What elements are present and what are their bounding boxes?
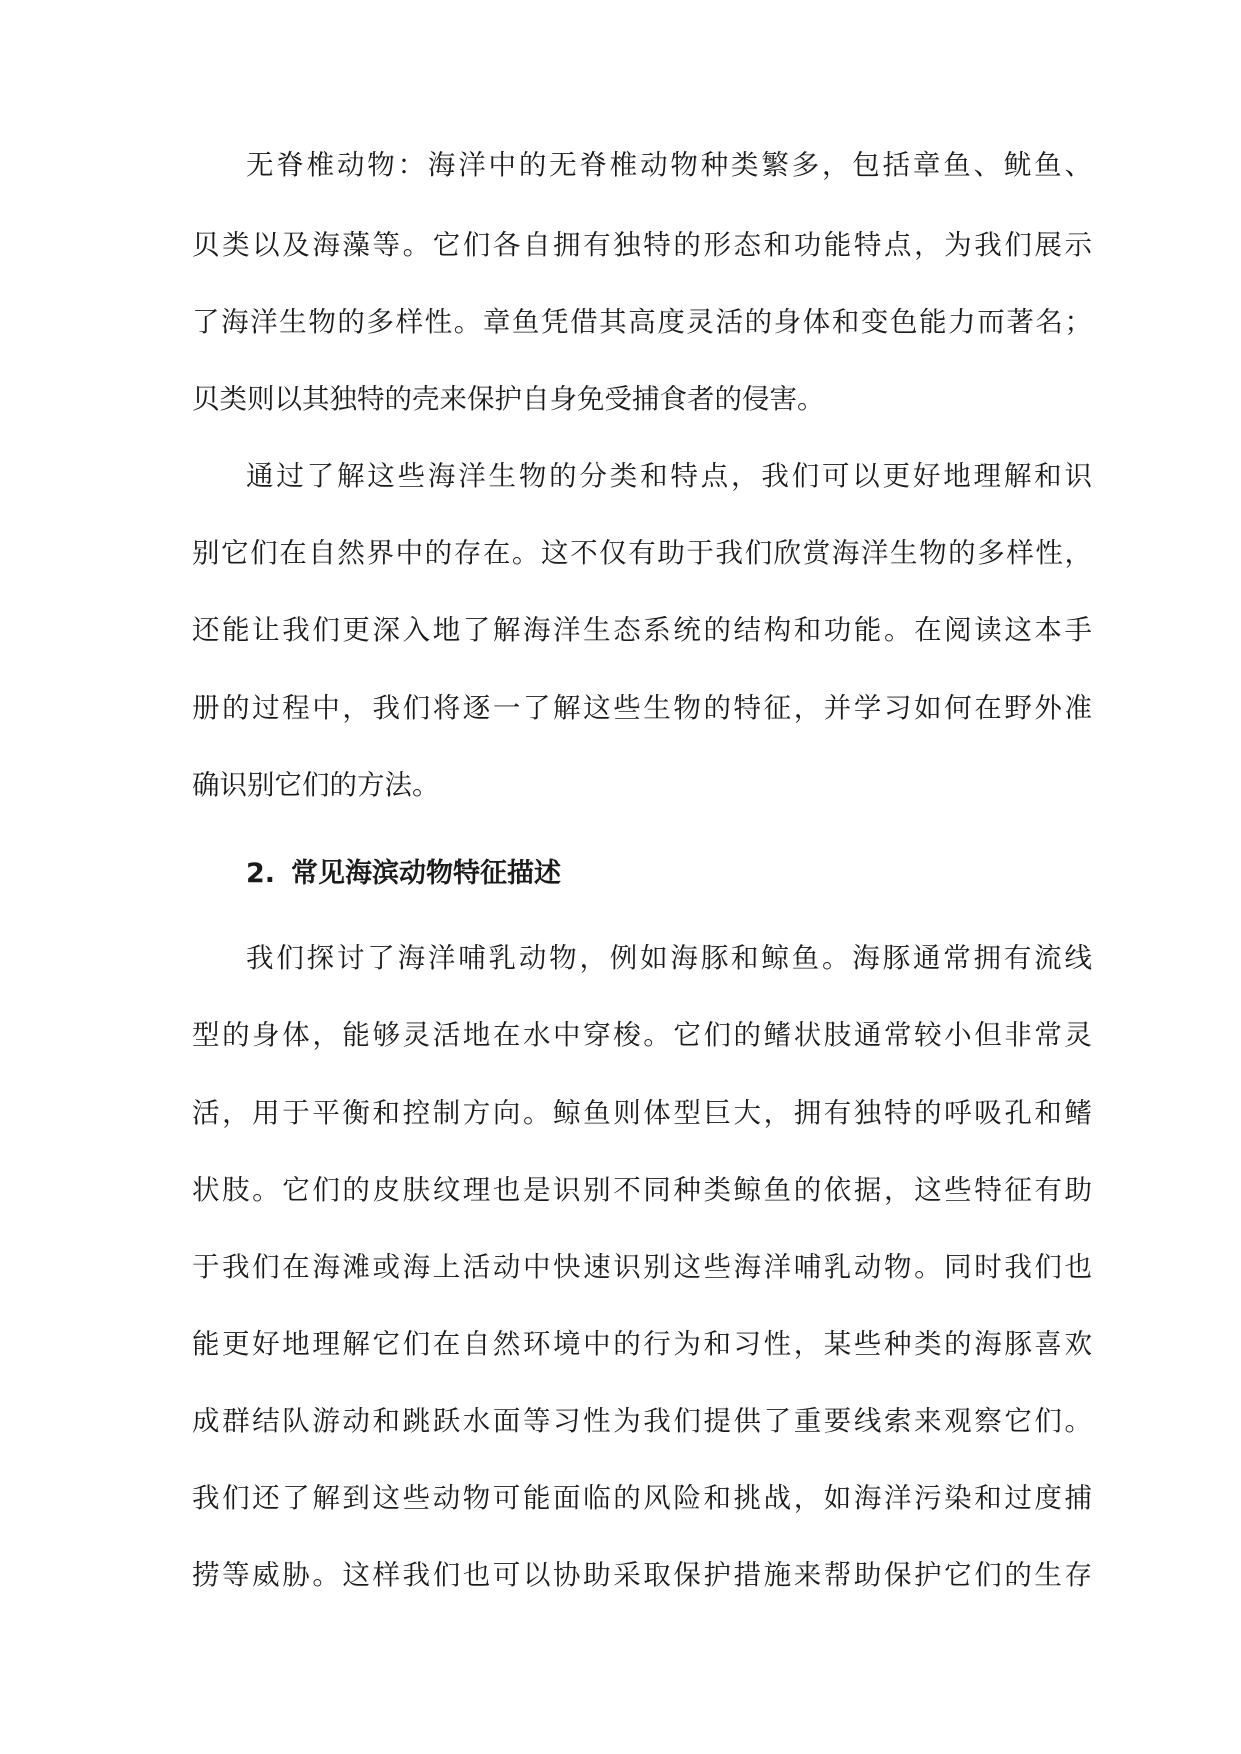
paragraph-2-line-4: 册的过程中，我们将逐一了解这些生物的特征，并学习如何在野外准 [192,692,1092,724]
paragraph-1-line-4: 贝类则以其独特的壳来保护自身免受捕食者的侵害。 [192,383,825,415]
paragraph-2-line-2: 别它们在自然界中的存在。这不仅有助于我们欣赏海洋生物的多样性， [192,537,1092,569]
paragraph-3-line-2: 型的身体，能够灵活地在水中穿梭。它们的鳍状肢通常较小但非常灵 [192,1019,1092,1051]
paragraph-3-line-8: 我们还了解到这些动物可能面临的风险和挑战，如海洋污染和过度捕 [192,1482,1092,1514]
paragraph-3-line-7: 成群结队游动和跳跃水面等习性为我们提供了重要线索来观察它们。 [192,1405,1092,1437]
paragraph-2-line-5: 确识别它们的方法。 [192,769,440,801]
paragraph-1-line-2: 贝类以及海藻等。它们各自拥有独特的形态和功能特点，为我们展示 [192,229,1092,261]
paragraph-3-line-6: 能更好地理解它们在自然环境中的行为和习性，某些种类的海豚喜欢 [192,1328,1092,1360]
paragraph-3-line-5: 于我们在海滩或海上活动中快速识别这些海洋哺乳动物。同时我们也 [192,1251,1092,1283]
section-title: 常见海滨动物特征描述 [291,858,562,889]
paragraph-3-line-9: 捞等威胁。这样我们也可以协助采取保护措施来帮助保护它们的生存 [192,1559,1092,1591]
paragraph-1-line-3: 了海洋生物的多样性。章鱼凭借其高度灵活的身体和变色能力而著名； [192,306,1092,338]
paragraph-2-line-1: 通过了解这些海洋生物的分类和特点，我们可以更好地理解和识 [246,460,1092,492]
paragraph-2-line-3: 还能让我们更深入地了解海洋生态系统的结构和功能。在阅读这本手 [192,614,1092,646]
paragraph-1-line-1: 无脊椎动物：海洋中的无脊椎动物种类繁多，包括章鱼、鱿鱼、 [246,149,1092,181]
paragraph-3-line-4: 状肢。它们的皮肤纹理也是识别不同种类鲸鱼的依据，这些特征有助 [192,1174,1092,1206]
paragraph-3-line-1: 我们探讨了海洋哺乳动物，例如海豚和鲸鱼。海豚通常拥有流线 [246,942,1092,974]
section-heading [246,856,561,892]
paragraph-3-line-3: 活，用于平衡和控制方向。鲸鱼则体型巨大，拥有独特的呼吸孔和鳍 [192,1097,1092,1129]
section-number: 2. [246,858,276,889]
